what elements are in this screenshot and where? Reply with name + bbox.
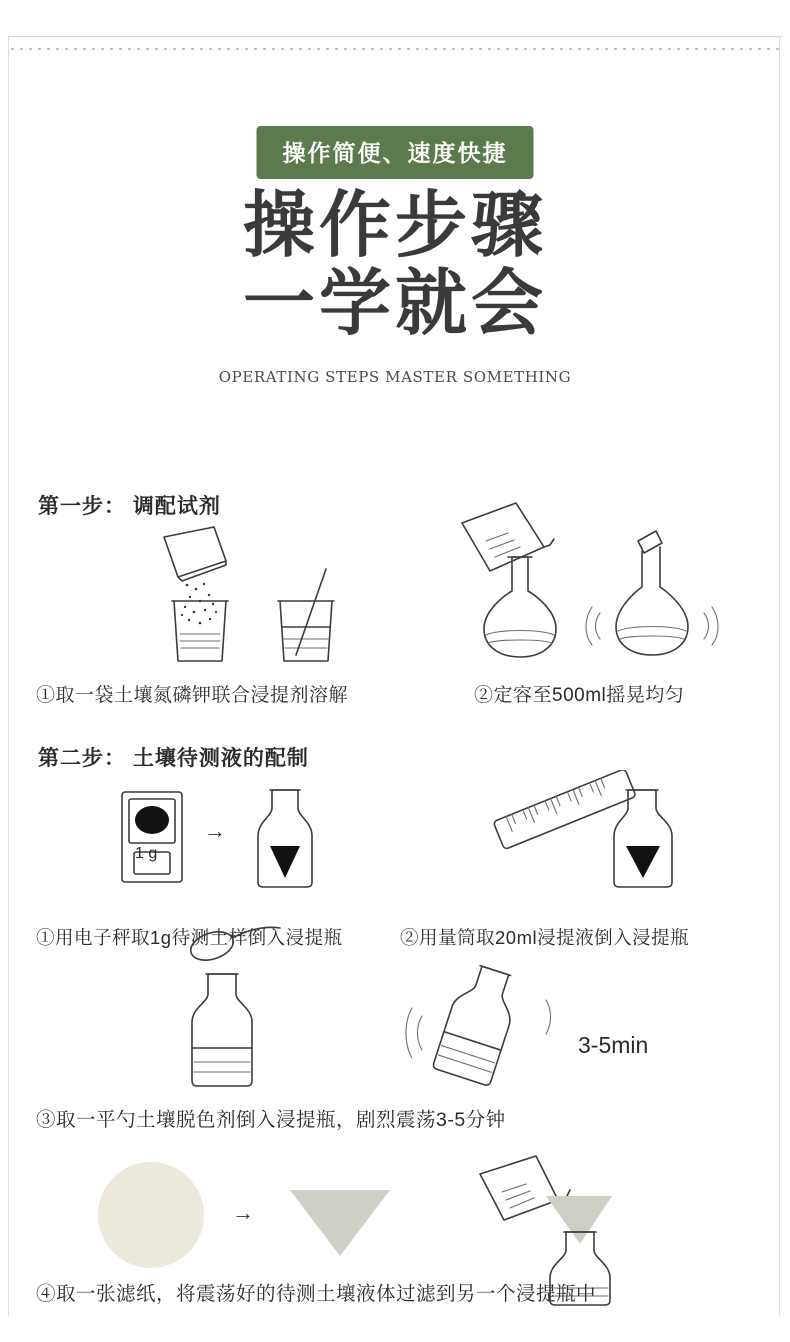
figure-step1-volumetric xyxy=(450,495,750,665)
arrow-paper-to-funnel: → xyxy=(232,1200,254,1225)
top-decoration xyxy=(0,0,790,70)
top-rule xyxy=(8,36,782,37)
page-title xyxy=(0,182,790,345)
caption-step1-2: ②定容至500ml摇晃均匀 xyxy=(474,685,685,706)
shake-mark-left2 xyxy=(586,607,592,645)
step-1-heading: 第一步： 调配试剂 xyxy=(38,495,221,518)
caption-step2-3: ③取一平勺土壤脱色剂倒入浸提瓶，剧烈震荡3-5分钟 xyxy=(36,1109,506,1131)
shake-mark-right2 xyxy=(712,607,718,645)
figure-electronic-scale xyxy=(120,790,184,884)
dotted-rule xyxy=(8,46,782,52)
spoon-icon xyxy=(187,927,280,965)
caption-step2-1: ①用电子秤取1g待测土样倒入浸提瓶 xyxy=(36,927,343,948)
soil-sample-mark-2 xyxy=(626,846,660,878)
figure-shaking-bottle xyxy=(400,960,570,1090)
page-title-line2: 一学就会 xyxy=(242,260,547,345)
packet-icon xyxy=(164,527,226,581)
arrow-scale-to-bottle: → xyxy=(204,818,226,843)
caption-step2-2: ②用量筒取20ml浸提液倒入浸提瓶 xyxy=(400,927,690,948)
beaker-left-icon xyxy=(172,601,228,661)
step-2-heading: 第二步： 土壤待测液的配制 xyxy=(38,747,309,770)
shake-mark-b xyxy=(406,1008,412,1058)
figure-spoon-and-bottle xyxy=(166,922,296,1094)
figure-extraction-bottle-1 xyxy=(246,786,324,890)
beaker-right-icon xyxy=(278,569,334,661)
figure-step1-dissolve xyxy=(130,515,390,665)
figure-extraction-bottle-2 xyxy=(600,786,686,890)
caption-step1-1: ①取一袋土壤氮磷钾联合浸提剂溶解 xyxy=(36,685,349,706)
shake-time-label: 3-5min xyxy=(578,1032,649,1058)
bottle-icon xyxy=(192,974,252,1086)
pouring-beaker-icon xyxy=(462,503,554,571)
funnel-icon xyxy=(546,1196,612,1244)
page-subtitle: OPERATING STEPS MASTER SOMETHING xyxy=(218,368,572,386)
scale-reading: 1 g xyxy=(135,845,158,862)
volumetric-flask-left-icon xyxy=(484,557,556,657)
powder-particles xyxy=(181,583,217,625)
shake-mark-a xyxy=(418,1016,423,1050)
header-badge: 操作简便、速度快捷 xyxy=(257,126,534,179)
stir-rod-icon xyxy=(296,569,326,655)
shake-mark-right xyxy=(704,613,709,639)
shake-mark-c xyxy=(546,1000,551,1034)
shake-mark-left xyxy=(596,613,601,639)
soil-sample-mark xyxy=(270,846,300,878)
volumetric-flask-right-icon xyxy=(586,531,718,655)
figure-filter-paper xyxy=(96,1160,206,1270)
caption-step2-4: ④取一张滤纸，将震荡好的待测土壤液体过滤到另一个浸提瓶中 xyxy=(36,1283,597,1305)
figure-funnel xyxy=(288,1186,392,1258)
page-title-line1: 操作步骤 xyxy=(242,182,547,267)
